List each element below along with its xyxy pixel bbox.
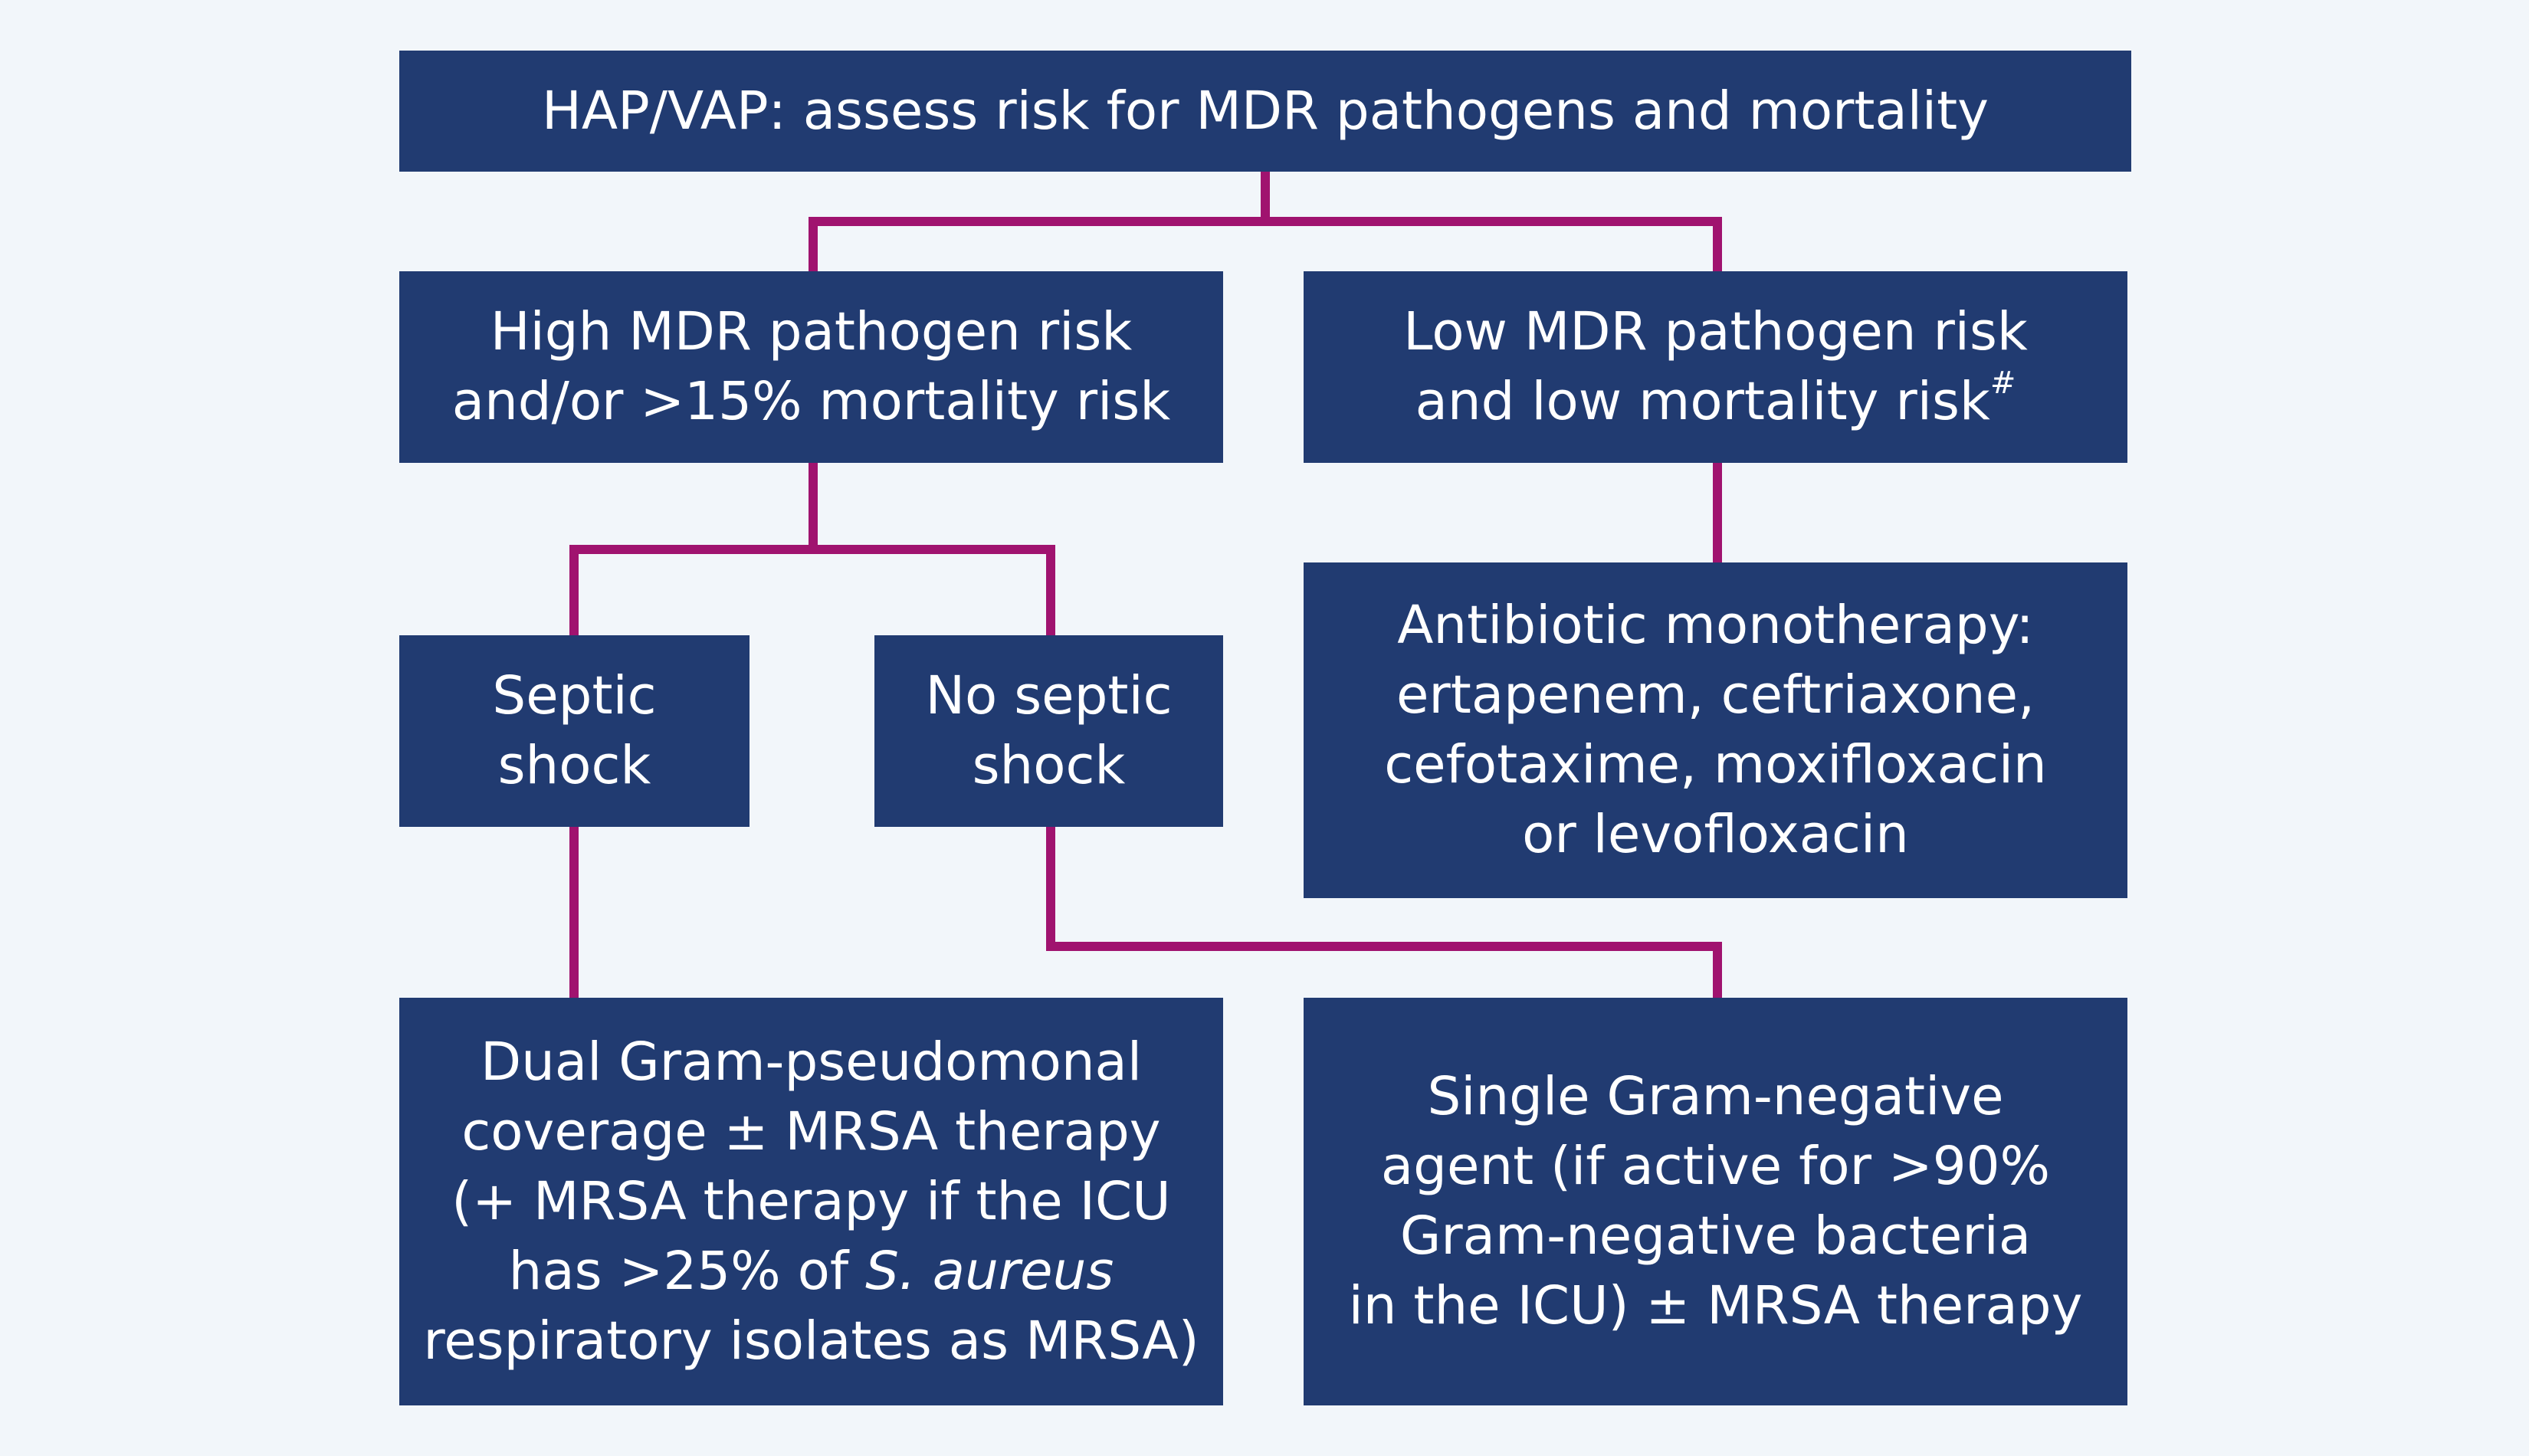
box-text-line: and/or >15% mortality risk: [451, 371, 1171, 432]
low-risk-box: [1304, 271, 2127, 463]
box-text-line: shock: [972, 735, 1126, 796]
box-text-segment: and low mortality risk: [1415, 371, 1990, 432]
hap-vap-assessment-box: [399, 51, 2131, 172]
box-text-line: in the ICU) ± MRSA therapy: [1348, 1275, 2083, 1336]
box-text-line: High MDR pathogen risk: [490, 301, 1133, 362]
box-text-line: respiratory isolates as MRSA): [423, 1310, 1199, 1372]
italic-organism-name: S. aureus: [865, 1240, 1114, 1302]
box-text-line: HAP/VAP: assess risk for MDR pathogens and mortality: [542, 80, 1989, 142]
box-text-line: Single Gram-negative: [1427, 1066, 2004, 1127]
box-text-line: [1415, 367, 2016, 437]
box-text-line: (+ MRSA therapy if the ICU: [451, 1170, 1171, 1232]
connector-high-risk-to-shock: [574, 463, 1051, 635]
box-text-line: cefotaxime, moxifloxacin: [1384, 734, 2047, 795]
high-risk-box: [399, 271, 1223, 463]
septic-shock-box: [399, 635, 750, 827]
no-septic-shock-box: [874, 635, 1223, 827]
box-text-segment: has >25% of: [508, 1240, 849, 1302]
box-text-line: ertapenem, ceftriaxone,: [1396, 664, 2035, 726]
box-text-line: Low MDR pathogen risk: [1403, 301, 2028, 362]
single-agent-box: [1304, 998, 2127, 1405]
box-text-line: No septic: [925, 665, 1173, 726]
box-text-line: agent (if active for >90%: [1380, 1136, 2051, 1197]
box-text-line: coverage ± MRSA therapy: [461, 1100, 1161, 1163]
dual-coverage-box: [399, 998, 1223, 1405]
footnote-marker: #: [1989, 366, 2016, 401]
box-text-line: Septic: [492, 665, 657, 726]
box-text-line: [509, 1237, 1114, 1307]
box-text-line: Antibiotic monotherapy:: [1397, 595, 2034, 656]
box-text-line: Gram-negative bacteria: [1399, 1205, 2032, 1267]
connector-root-to-risk-levels: [813, 172, 1717, 271]
monotherapy-box: [1304, 562, 2127, 898]
box-text-line: shock: [497, 735, 651, 796]
box-text-line: Dual Gram-pseudomonal: [480, 1031, 1143, 1093]
box-text-line: or levofloxacin: [1522, 804, 1909, 865]
